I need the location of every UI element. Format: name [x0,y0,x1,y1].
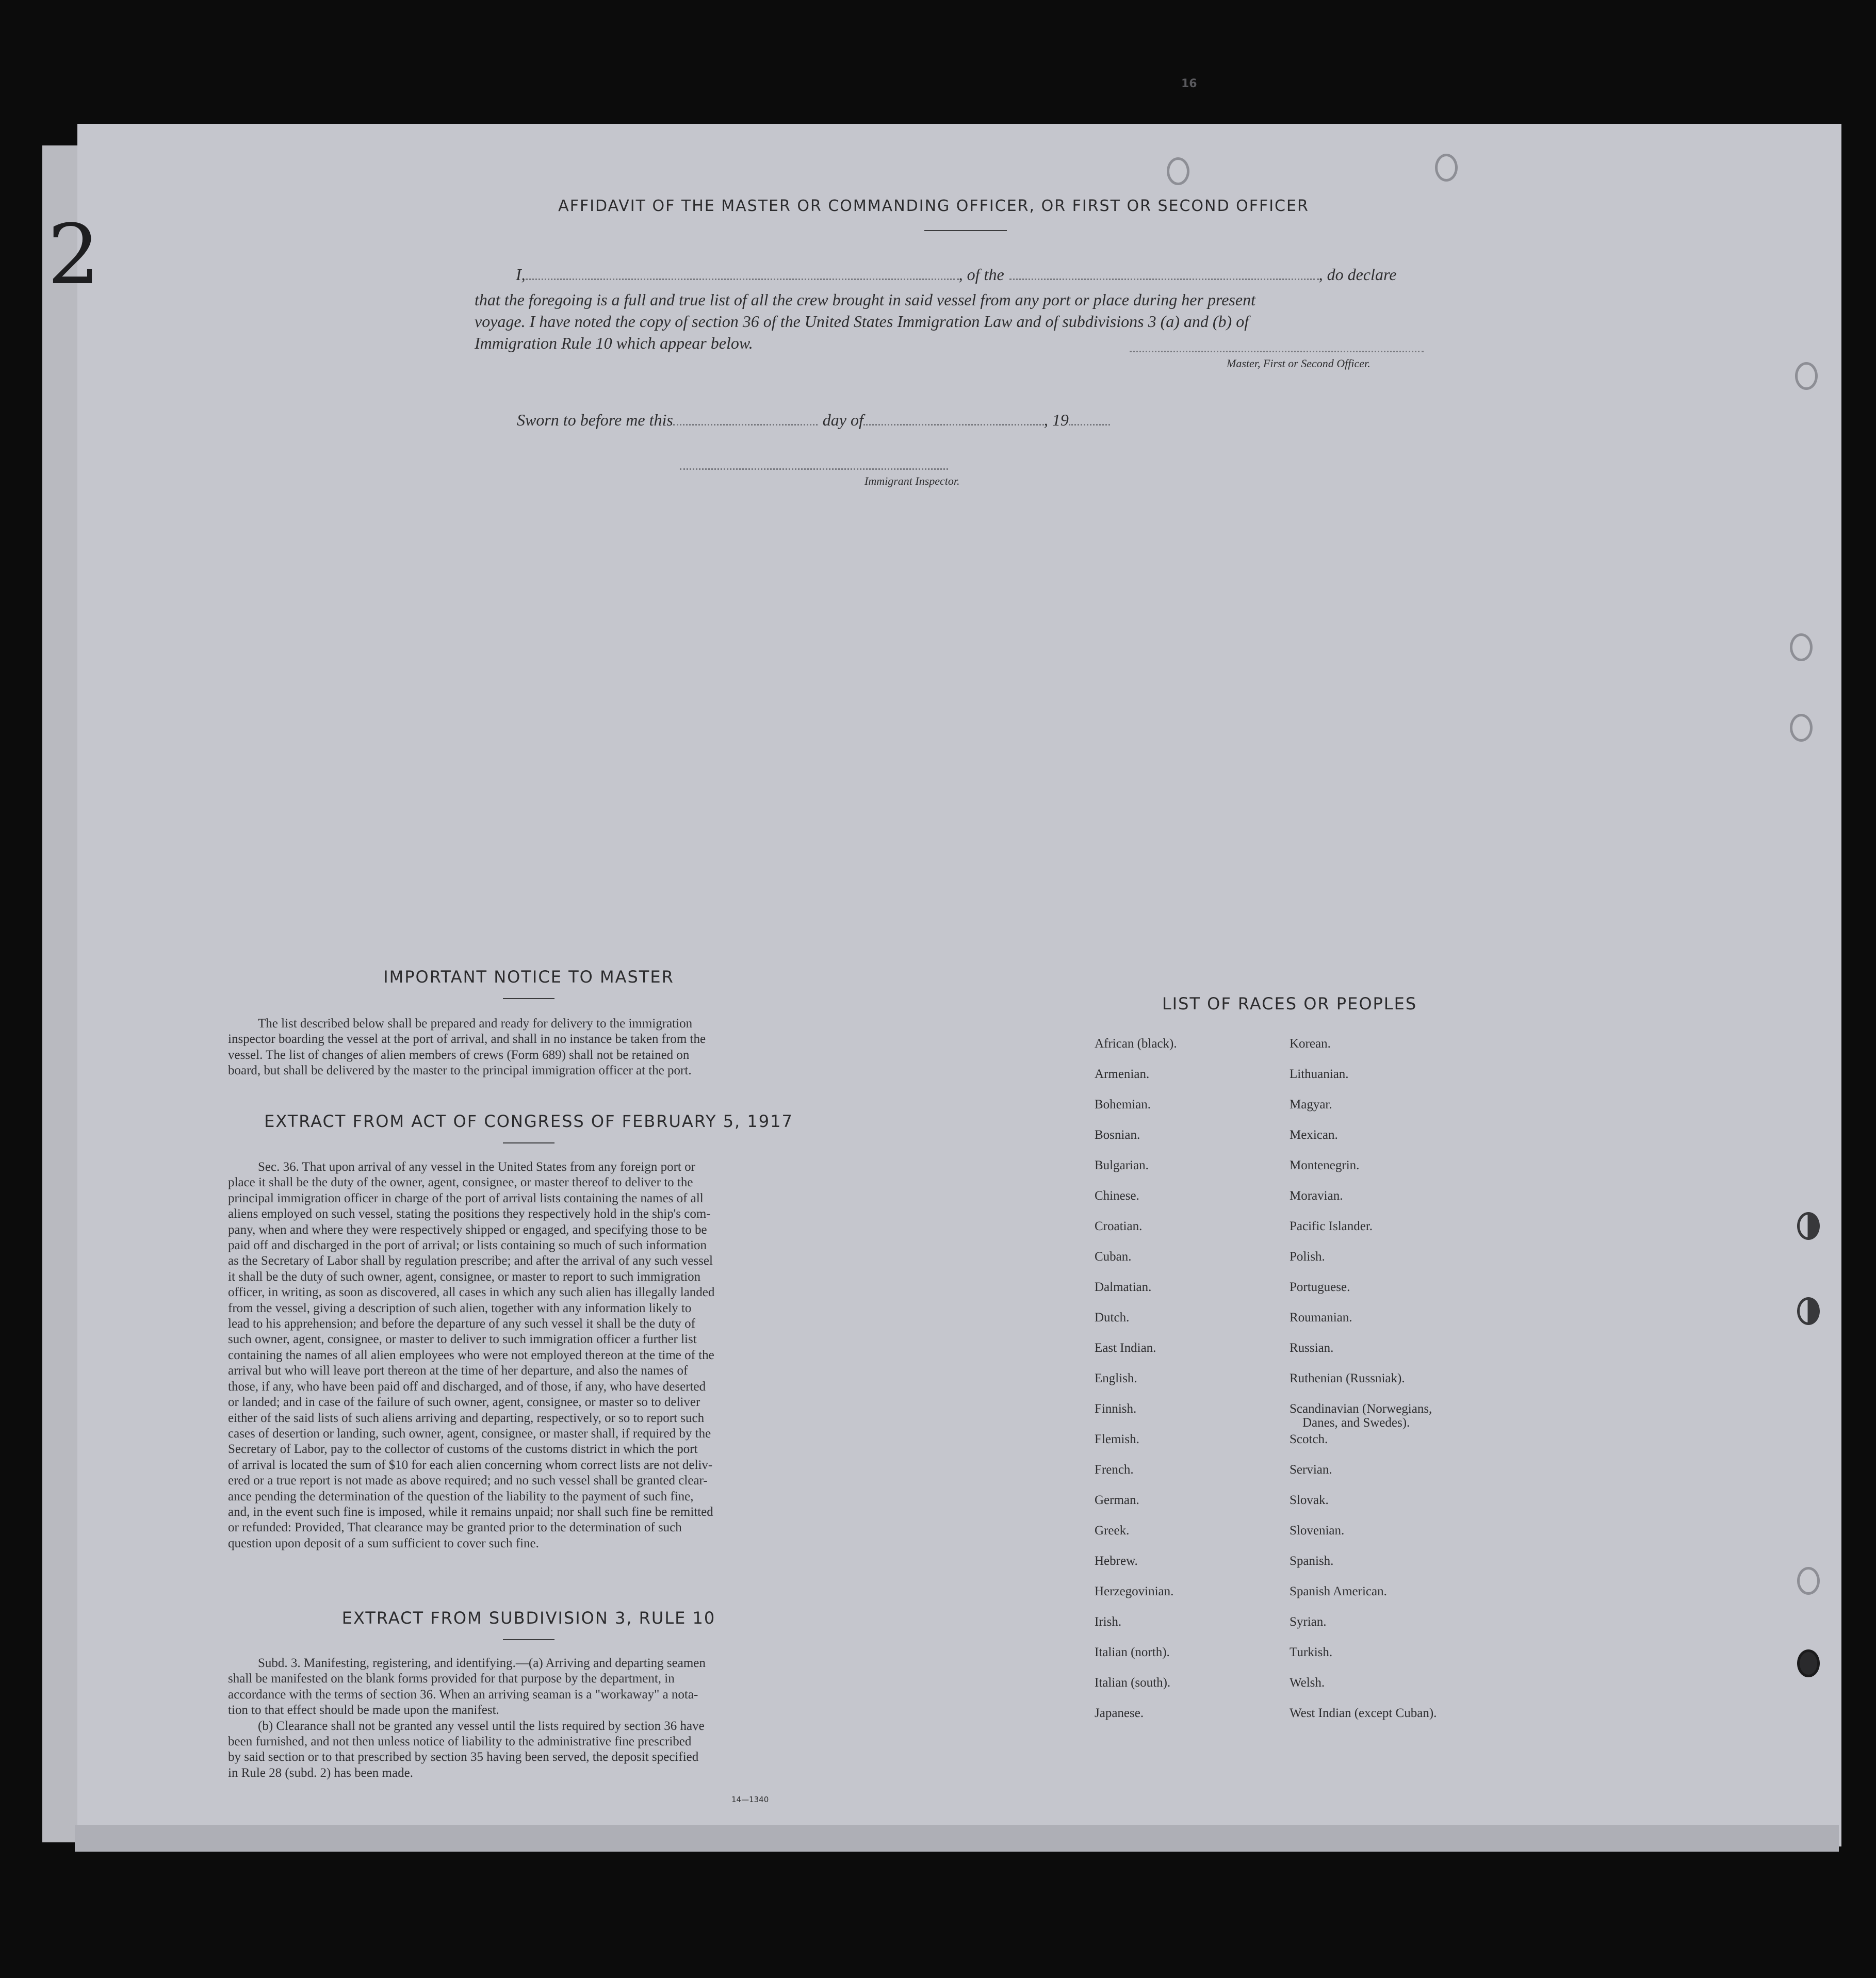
punch-hole [1790,633,1813,661]
section-line: either of the said lists of such aliens arriving and departing, respectively, or so to report such [228,1411,705,1425]
affidavit-i: I, [516,265,526,284]
race-right-item: Magyar. [1290,1098,1332,1111]
race-row [1095,1402,1538,1432]
races-list [1095,1037,1538,1737]
race-right-item: Korean. [1290,1037,1331,1051]
top-margin-mark: 16 [1181,77,1197,90]
rule-extract-title: EXTRACT FROM SUBDIVISION 3, RULE 10 [341,1608,716,1628]
notice-title: IMPORTANT NOTICE TO MASTER [383,967,674,987]
punch-hole [1795,362,1818,390]
race-left-item: Greek. [1095,1524,1130,1538]
race-left-item: Finnish. [1095,1402,1137,1416]
race-left-item: Bulgarian. [1095,1158,1149,1172]
section-line: or refunded: Provided, That clearance may be granted prior to the determination of such [228,1521,682,1535]
race-row [1095,1645,1538,1676]
notice-rule [503,998,554,999]
affidavit-line-3: voyage. I have noted the copy of section 36 of the United States Immigration Law and of subdivisions 3 (a) and (b) of [475,312,1249,331]
punch-hole [1797,1649,1820,1677]
race-right-item: Slovenian. [1290,1524,1345,1538]
affidavit-line-2: that the foregoing is a full and true list of all the crew brought in said vessel from any port or place during her present [475,290,1255,309]
race-row [1095,1432,1538,1463]
affidavit-of-the: , of the [958,265,1004,284]
signature-line [1130,346,1424,352]
race-row [1095,1584,1538,1615]
section-line: place it shall be the duty of the owner, agent, consignee, or master thereof to deliver to the [228,1175,693,1190]
race-left-item: Flemish. [1095,1432,1139,1446]
sworn-prefix: Sworn to before me this [517,411,673,429]
race-left-item: German. [1095,1493,1139,1507]
section-line: those, if any, who have been paid off and discharged, and of those, if any, who have deserted [228,1379,706,1394]
notice-text [228,1016,822,1079]
sworn-line [517,411,1110,430]
race-right-item: Spanish American. [1290,1584,1387,1598]
race-left-item: Italian (north). [1095,1645,1170,1659]
race-left-item: Irish. [1095,1615,1122,1629]
notice-line: The list described below shall be prepared and ready for delivery to the immigration [258,1017,693,1031]
race-row [1095,1067,1538,1098]
race-row [1095,1524,1538,1554]
race-right-item: Moravian. [1290,1189,1343,1203]
section-line: lead to his apprehension; and before the departure of any such vessel it shall be the duty of [228,1317,695,1331]
race-left-item: Dalmatian. [1095,1280,1152,1294]
race-right-item: Pacific Islander. [1290,1219,1373,1233]
race-right-item: Servian. [1290,1463,1332,1477]
year-blank [1069,424,1110,426]
notice-line: inspector boarding the vessel at the port of arrival, and shall in no instance be taken from the [228,1032,706,1047]
section-line: Sec. 36. That upon arrival of any vessel in the United States from any foreign port or [258,1160,695,1174]
punch-hole [1435,154,1458,182]
rule-line: in Rule 28 (subd. 2) has been made. [228,1766,413,1780]
race-left-item: African (black). [1095,1037,1177,1051]
section-line: Secretary of Labor, pay to the collector of customs of the customs district in which the port [228,1442,698,1457]
race-right-item: Spanish. [1290,1554,1334,1568]
race-row [1095,1676,1538,1706]
day-blank [673,424,818,426]
race-left-item: Armenian. [1095,1067,1150,1081]
race-left-item: East Indian. [1095,1341,1156,1355]
race-left-item: Dutch. [1095,1311,1130,1325]
race-right-item: Montenegrin. [1290,1158,1360,1172]
section-line: and, in the event such fine is imposed, while it remains unpaid; nor shall such fine be remitted [228,1505,713,1519]
affidavit-line-1 [516,265,1396,284]
section-line: paid off and discharged in the port of arrival; or lists containing so much of such information [228,1238,707,1253]
edge-numeral-mark: 2 [47,206,100,303]
punch-hole [1790,714,1813,742]
section-line: or landed; and in case of the failure of such owner, agent, consignee, or master so to deliver [228,1395,700,1410]
name-blank [526,279,959,280]
race-row [1095,1493,1538,1524]
race-right-item: Turkish. [1290,1645,1333,1659]
section-line: pany, when and where they were respectively shipped or engaged, and specifying those to be [228,1222,707,1237]
race-left-item: Bohemian. [1095,1098,1151,1111]
page-bottom-edge [75,1825,1839,1852]
race-right-item: Mexican. [1290,1128,1338,1142]
inspector-signature-line [680,463,948,470]
signature-label: Master, First or Second Officer. [1227,357,1371,370]
race-right-item: Ruthenian (Russniak). [1290,1371,1405,1385]
rule-10-text [228,1656,822,1781]
act-extract-title: EXTRACT FROM ACT OF CONGRESS OF FEBRUARY 5, 1917 [264,1111,793,1131]
affidavit-title: AFFIDAVIT OF THE MASTER OR COMMANDING OFFICER, OR FIRST OR SECOND OFFICER [558,197,1309,215]
rule-line: Subd. 3. Manifesting, registering, and identifying.—(a) Arriving and departing seamen [258,1656,706,1670]
race-right-item: Lithuanian. [1290,1067,1349,1081]
rule-line: been furnished, and not then unless notice of liability to the administrative fine prescribed [228,1735,692,1749]
race-right-item: Roumanian. [1290,1311,1352,1325]
race-row [1095,1128,1538,1158]
race-row [1095,1037,1538,1067]
race-row [1095,1463,1538,1493]
affidavit-declare: , do declare [1318,265,1397,284]
race-right-item: West Indian (except Cuban). [1290,1706,1437,1720]
race-row [1095,1280,1538,1311]
race-left-item: French. [1095,1463,1134,1477]
race-row [1095,1615,1538,1645]
section-line: cases of desertion or landing, such owner, agent, consignee, or master shall, if required by the [228,1426,711,1441]
affidavit-line-4: Immigration Rule 10 which appear below. [475,334,753,352]
race-row [1095,1341,1538,1371]
rule-line: shall be manifested on the blank forms provided for that purpose by the department, in [228,1672,675,1686]
race-left-item: Herzegovinian. [1095,1584,1174,1598]
race-left-item: English. [1095,1371,1137,1385]
section-line: it shall be the duty of such owner, agent, consignee, or master to report to such immigration [228,1269,701,1284]
position-blank [1009,279,1319,280]
section-36-text [228,1159,822,1551]
race-row [1095,1554,1538,1584]
inspector-label: Immigrant Inspector. [864,475,960,487]
race-left-item: Cuban. [1095,1250,1132,1264]
race-right-item: Welsh. [1290,1676,1325,1690]
section-line: from the vessel, giving a description of such alien, together with any information likely to [228,1301,692,1315]
race-row [1095,1706,1538,1737]
section-line: principal immigration officer in charge of the port of arrival lists containing the names of all [228,1191,704,1205]
race-right-item: Slovak. [1290,1493,1329,1507]
rule-line: accordance with the terms of section 36. When an arriving seaman is a "workaway" a nota- [228,1687,698,1702]
race-right-item: Polish. [1290,1250,1325,1264]
race-left-item: Croatian. [1095,1219,1143,1233]
race-right-item: Syrian. [1290,1615,1327,1629]
section-line: as the Secretary of Labor shall by regulation prescribe; and after the arrival of any such vessel [228,1254,713,1268]
race-left-item: Bosnian. [1095,1128,1140,1142]
race-row [1095,1098,1538,1128]
notice-line: board, but shall be delivered by the master to the principal immigration officer at the port. [228,1064,692,1078]
rule-line: (b) Clearance shall not be granted any vessel until the lists required by section 36 have [258,1719,705,1733]
race-left-item: Japanese. [1095,1706,1144,1720]
section-line: such owner, agent, consignee, or master to deliver to such immigration officer a further list [228,1332,697,1347]
month-blank [863,424,1044,426]
sworn-day-of: day of [822,411,863,429]
race-right-item: Scotch. [1290,1432,1328,1446]
section-line: aliens employed on such vessel, stating the positions they respectively hold in the ship's com- [228,1207,711,1221]
race-right-item: Russian. [1290,1341,1334,1355]
race-row [1095,1219,1538,1250]
section-line: of arrival is located the sum of $10 for each alien concerning whom correct lists are not deliv- [228,1458,713,1472]
race-right-item: Portuguese. [1290,1280,1350,1294]
act-rule [503,1142,554,1143]
rule-line: tion to that effect should be made upon the manifest. [228,1703,499,1718]
punch-hole [1167,157,1189,185]
section-line: officer, in writing, as soon as discovered, all cases in which any such alien has illegally landed [228,1285,715,1300]
race-left-item: Hebrew. [1095,1554,1138,1568]
section-line: arrival but who will leave port thereon at the time of her departure, and also the names of [228,1364,688,1378]
rule-extract-rule [503,1639,554,1640]
race-row [1095,1250,1538,1280]
race-left-item: Italian (south). [1095,1676,1171,1690]
section-line: question upon deposit of a sum sufficient to cover such fine. [228,1536,539,1550]
notice-line: vessel. The list of changes of alien members of crews (Form 689) shall not be retained on [228,1048,690,1062]
form-number: 14—1340 [731,1795,769,1804]
punch-hole [1797,1567,1820,1595]
section-line: ance pending the determination of the question of the liability to the payment of such fine, [228,1489,694,1503]
race-row [1095,1371,1538,1402]
races-title: LIST OF RACES OR PEOPLES [1162,994,1417,1013]
sworn-year: , 19 [1043,411,1069,429]
race-row [1095,1189,1538,1219]
section-line: containing the names of all alien employees who were not employed thereon at the time of the [228,1348,714,1362]
race-right-item: Scandinavian (Norwegians, Danes, and Swedes). [1290,1402,1432,1430]
punch-hole [1797,1212,1820,1240]
section-line: ered or a true report is not made as above required; and no such vessel shall be granted clear- [228,1474,708,1488]
race-row [1095,1311,1538,1341]
title-rule [924,230,1007,231]
race-row [1095,1158,1538,1189]
rule-line: by said section or to that prescribed by section 35 having been served, the deposit specified [228,1750,699,1764]
race-left-item: Chinese. [1095,1189,1139,1203]
punch-hole [1797,1297,1820,1325]
